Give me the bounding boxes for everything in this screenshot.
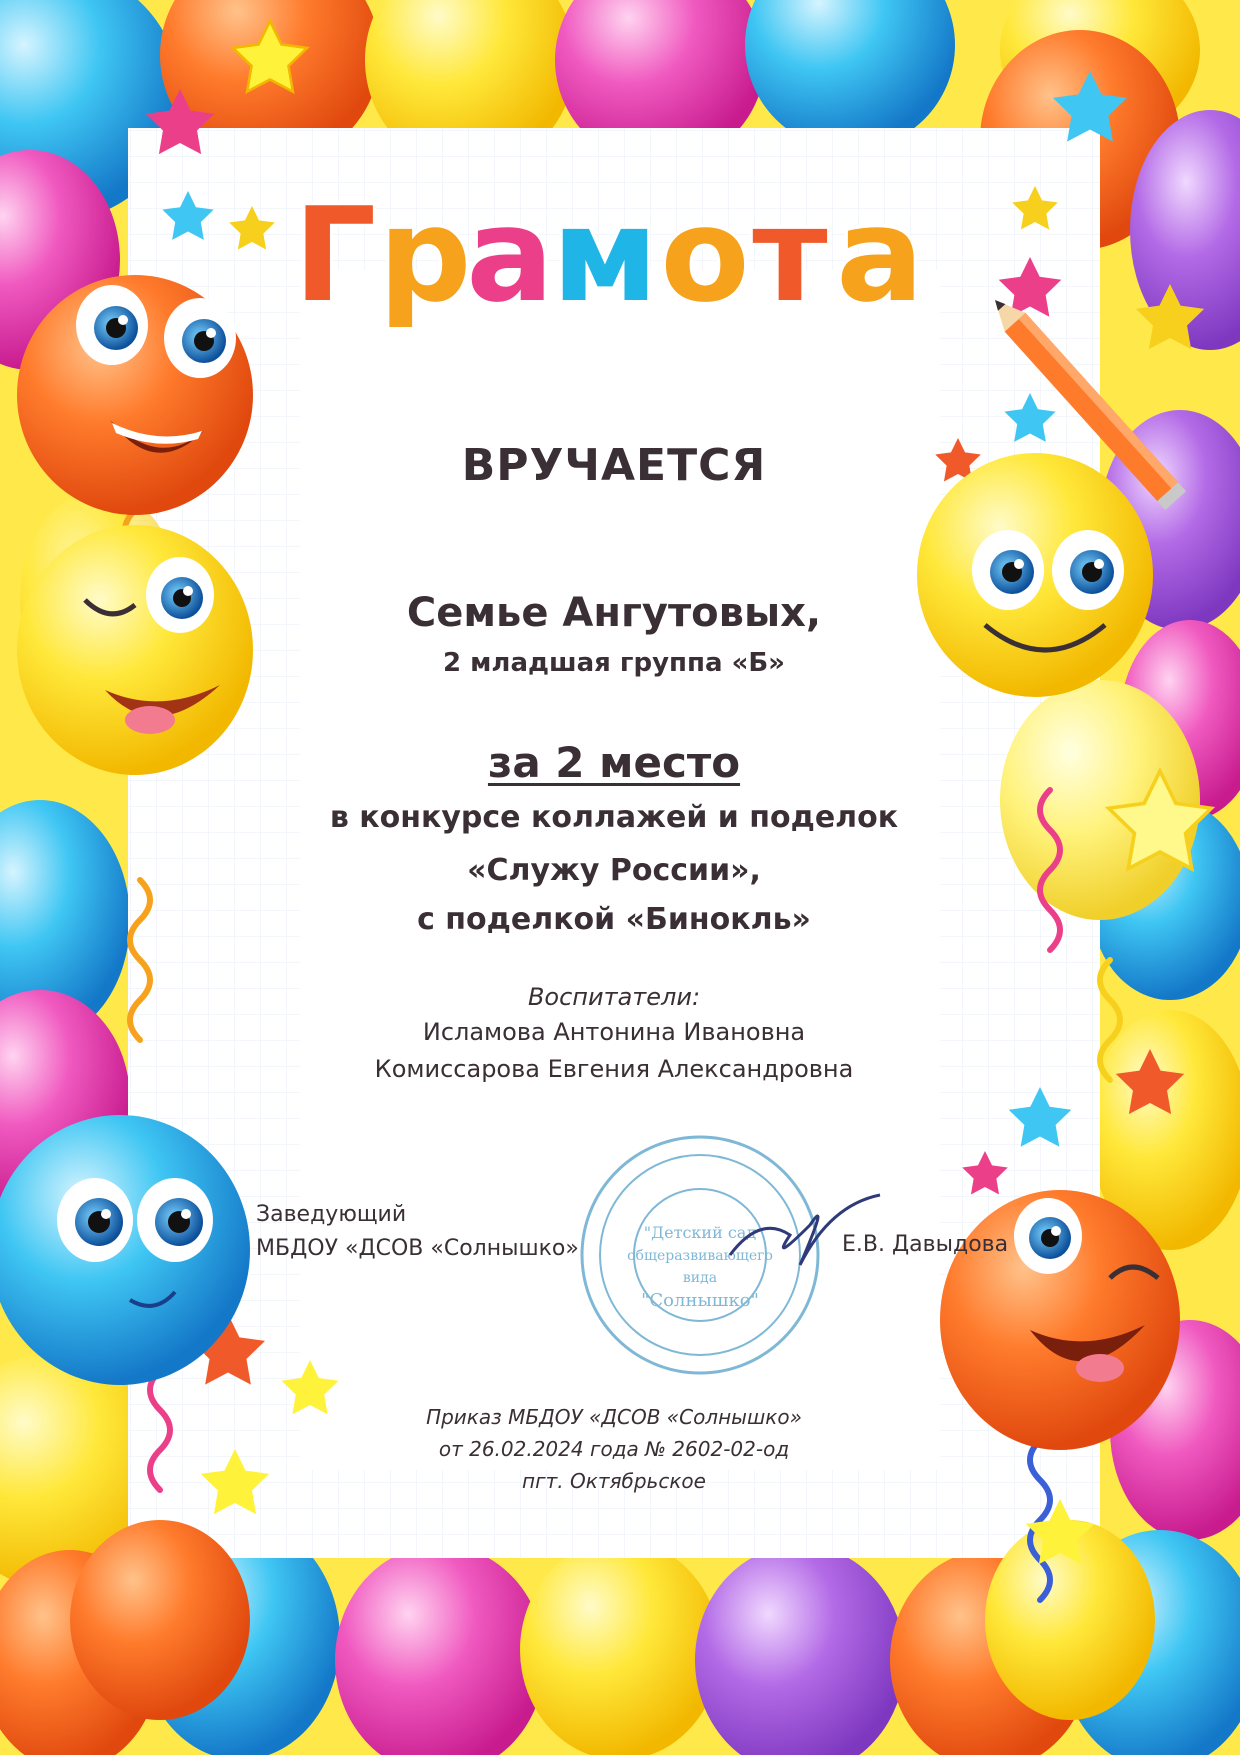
order-line-3: пгт. Октябрьское (522, 1469, 706, 1493)
svg-text:р: р (378, 179, 472, 331)
svg-text:а: а (466, 179, 554, 331)
svg-text:"Детский сад: "Детский сад (643, 1223, 757, 1242)
educator-name: Исламова Антонина Ивановна (422, 1018, 806, 1046)
svg-text:вида: вида (682, 1270, 718, 1286)
svg-text:а: а (836, 179, 924, 331)
recipient-group: 2 младшая группа «Б» (443, 648, 785, 678)
order-line-1: Приказ МБДОУ «ДСОВ «Солнышко» (426, 1405, 802, 1429)
contest-line-1: в конкурсе коллажей и поделок (329, 800, 899, 835)
svg-text:"Солнышко": "Солнышко" (641, 1290, 759, 1311)
head-role-line-1: Заведующий (256, 1202, 407, 1227)
order-line-2: от 26.02.2024 года № 2602-02-од (438, 1437, 790, 1461)
contest-line-2: «Служу России», (467, 853, 761, 888)
blue-balloon-face-left (0, 1115, 250, 1385)
head-role-line-2: МБДОУ «ДСОВ «Солнышко» (256, 1236, 579, 1261)
svg-text:о: о (660, 179, 750, 331)
head-role (256, 1198, 579, 1266)
contest-line-3: с поделкой «Бинокль» (417, 902, 811, 937)
educators-label: Воспитатели: (527, 983, 701, 1011)
svg-text:Г: Г (293, 179, 377, 331)
recipient-name: Семье Ангутовых, (406, 590, 822, 636)
head-name: Е.В. Давыдова (842, 1232, 1009, 1257)
svg-text:м: м (551, 179, 659, 331)
svg-text:т: т (752, 179, 828, 331)
educator-name: Комиссарова Евгения Александровна (374, 1055, 854, 1083)
svg-text:общеразвивающего: общеразвивающего (627, 1248, 773, 1264)
awarded-label: ВРУЧАЕТСЯ (461, 440, 767, 491)
place-text: за 2 место (487, 738, 741, 787)
